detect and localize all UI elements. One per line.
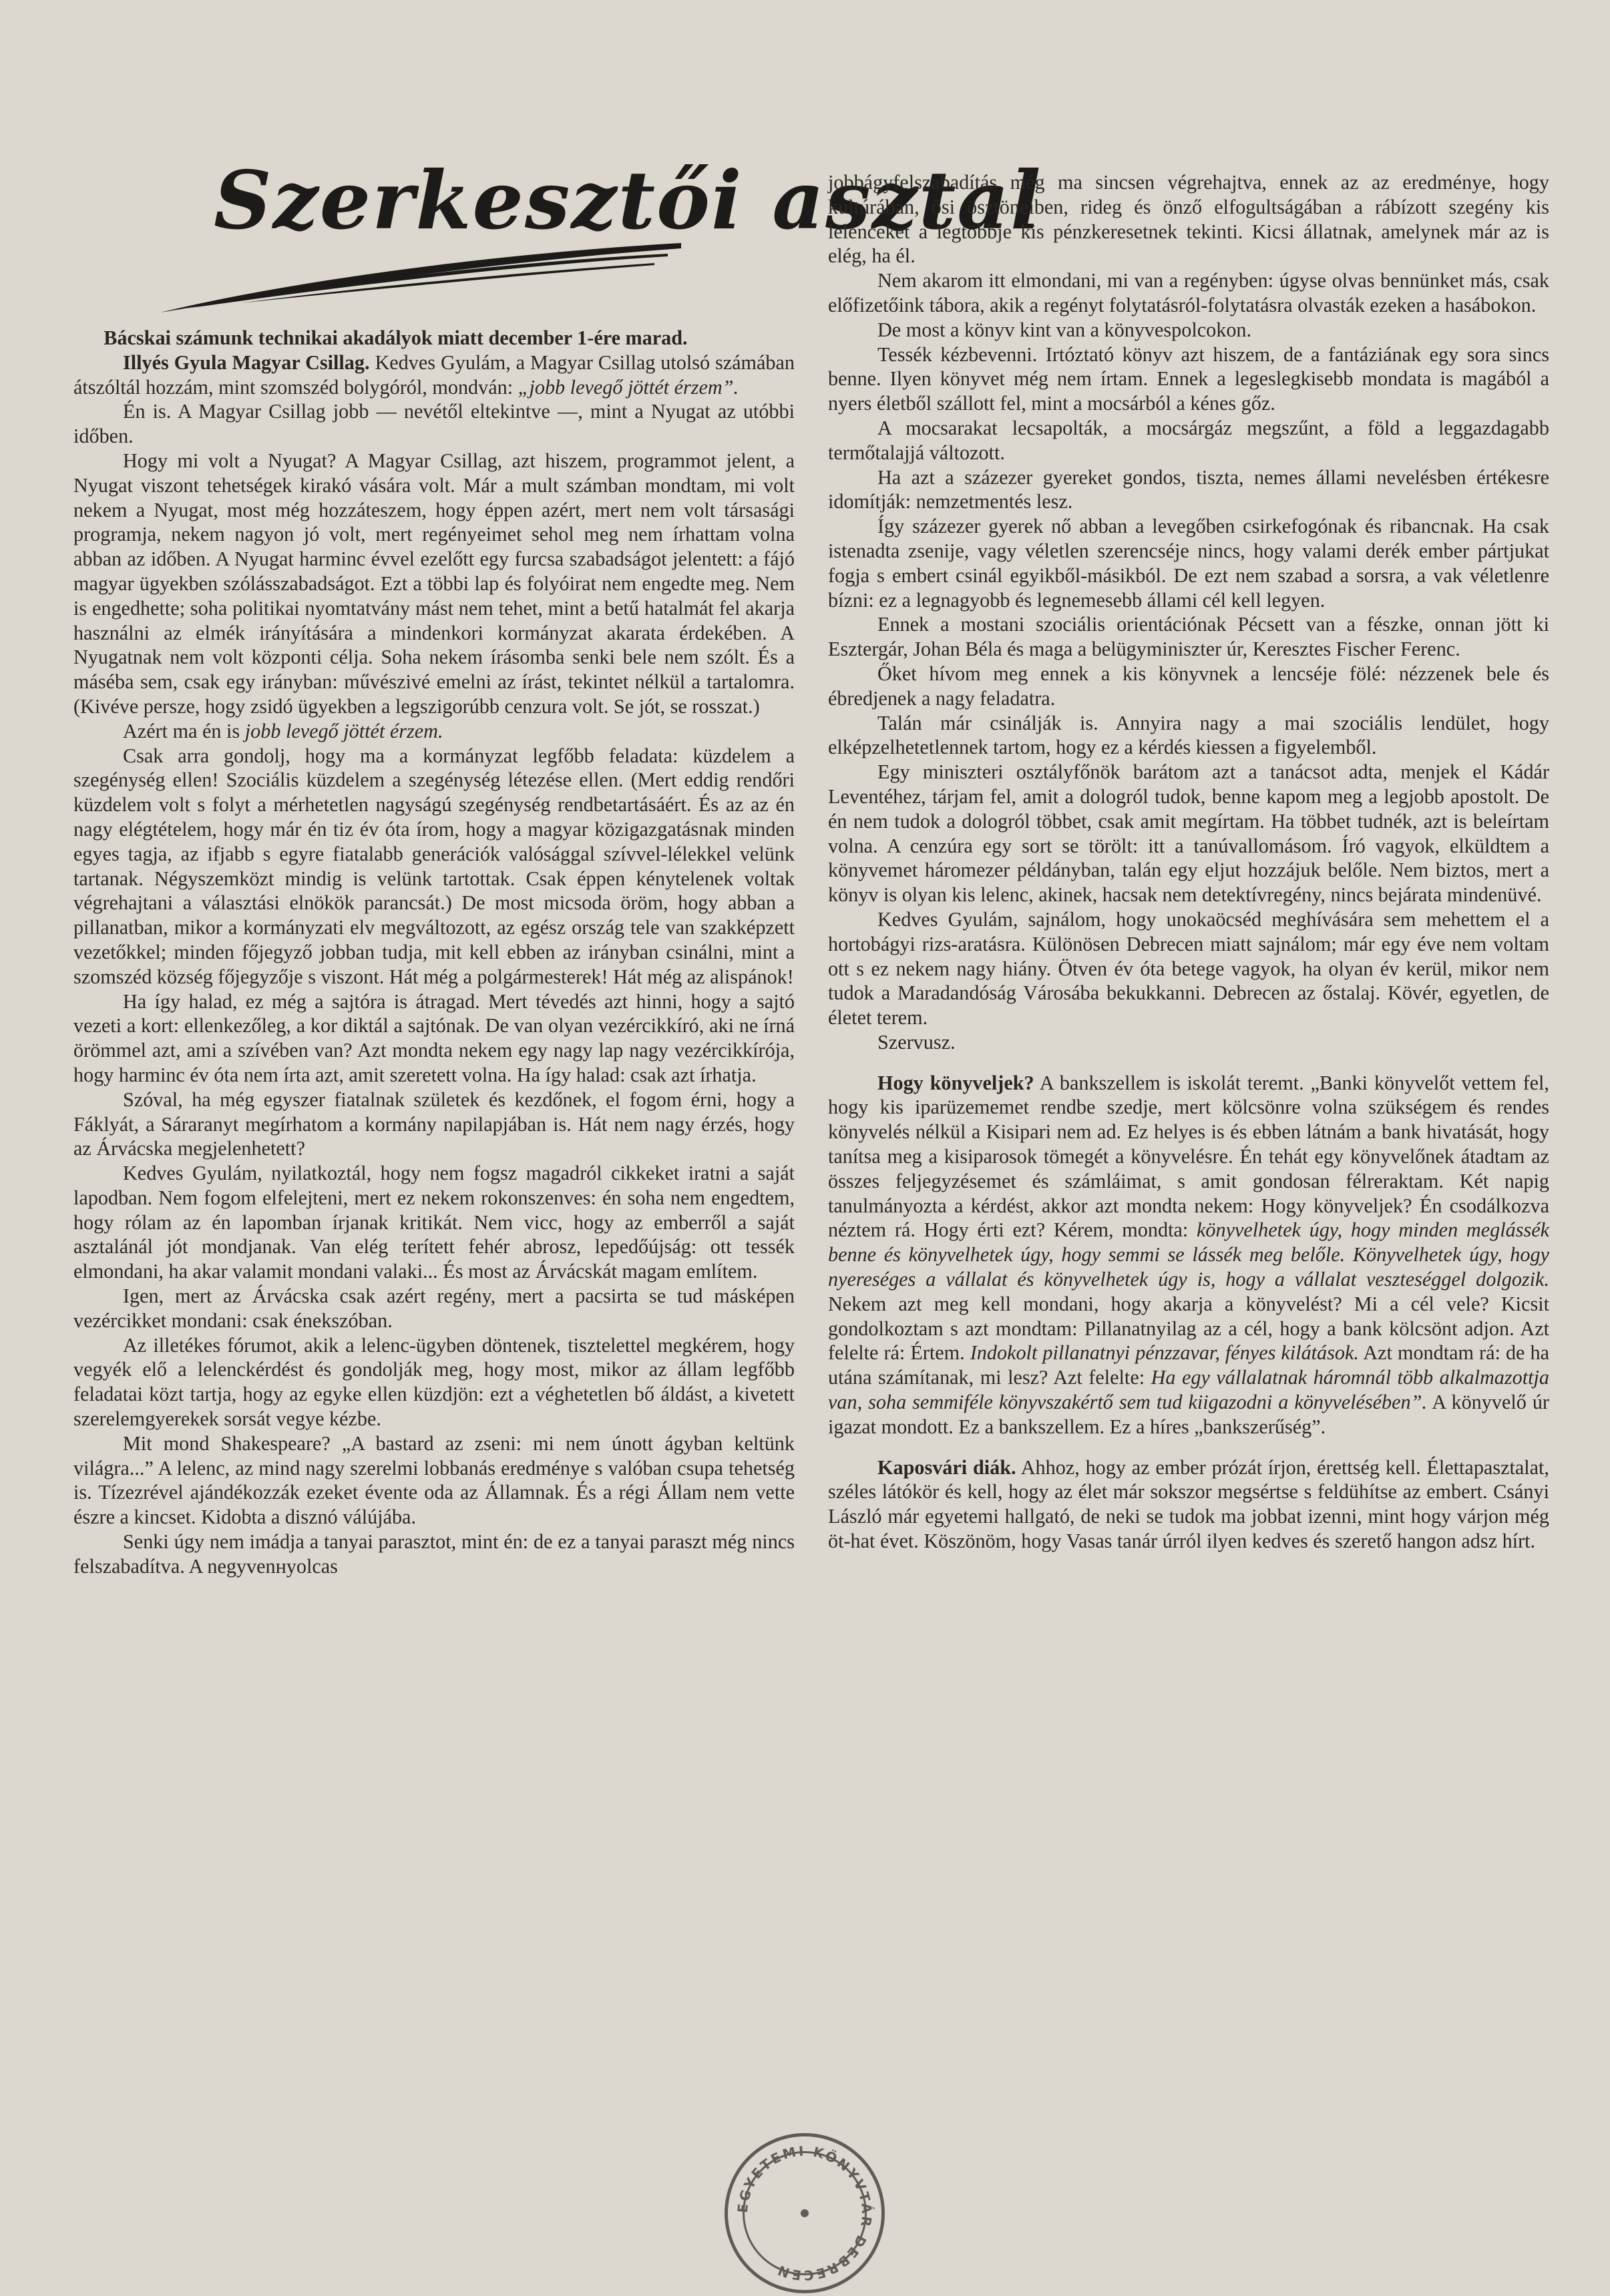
paragraph: Szervusz.	[877, 1030, 956, 1054]
paragraph: Nem akarom itt elmondani, mi van a regényben: úgyse olvas bennünket más, csak előfizetőink tábora, akik a regényt folytatásról-folytatásra olvasták ezeken a hasábokon.	[828, 269, 1549, 316]
masthead-swash	[147, 234, 694, 320]
paragraph: Ha így halad, ez még a sajtóra is átragad. Mert tévedés azt hinni, hogy a sajtó vezeti a kort: ellenkezőleg, a kor diktál a sajtónak. De van olyan vezércikkíró, aki ne írná örömmel azt, ami a szívében van? Azt mondta nekem egy nagy lap nagy vezércikkírója, hogy harminc év óta nem írta azt, amit szeretett volna. Ha így halad: csak azt írhatja.	[73, 989, 795, 1086]
section-kaposvari-diak: Kaposvári diák. Ahhoz, hogy az ember prózát írjon, érettség kell. Élettapasztalat, széles látókör és kell, hogy az élet már sokszor megsértse s feldühítse az embert. Csányi László már egyetemi hallgató, de neki se tudok ma jobbat izenni, mint hogy várjon még öt-hat évet. Köszönöm, hogy Vasas tanár úrról ilyen kedves és szerető hangon adsz hírt.	[828, 1455, 1549, 1553]
paragraph: De most a könyv kint van a könyvespolcokon.	[877, 318, 1252, 341]
paragraph: Illyés Gyula Magyar Csillag. Kedves Gyulám, a Magyar Csillag utolsó számában átszóltál hozzám, mint szomszéd bolygóról, mondván: „jobb levegő jöttét érzem”.	[73, 351, 795, 399]
paragraph: Így százezer gyerek nő abban a levegőben csirkefogónak és ribancnak. Ha csak istenadta zsenije, vagy véletlen szerencséje nincs, hogy valami derék ember pártjukat fogja s embert csinál egyikből-másikból. De ezt nem szabad a sorsra, a vak véletlenre bízni: ez a legnagyobb és legnemesebb állami cél kell legyen.	[828, 515, 1549, 612]
paragraph: Kedves Gyulám, nyilatkoztál, hogy nem fogsz magadról cikkeket iratni a saját lapodban. Nem fogom elfelejteni, mert ez nekem rokonszenves: én soha nem engedtem, hogy rólam az én lapomban írjanak kritikát. Nem vicc, hogy az emberről a saját asztalánál jót mondjanak. Van elég terített fehér abrosz, lepedőújság: ott tessék elmondani, ha akar valamit mondani valaki... És most az Árvácskát magam említem.	[73, 1162, 795, 1283]
section-hogy-konyveljek: Hogy könyveljek? A bankszellem is iskolát teremt. „Banki könyvelőt vettem fel, hogy kis iparüzememet rendbe szedje, mert kölcsönre volna szükségem és rendes könyvelés nélkül a Kisipari nem ad. Ez helyes is és ebben látnám a bank hivatását, hogy tanítsa meg a kisiparosok tömegét a könyvelésre. Én tehát egy könyvelőnek átadtam az összes feljegyzésemet és számláimat, s amit gondosan félreraktam. Két napig tanulmányozta a kérdést, akkor azt mondta nekem: Hogy könyveljek? Én csodálkozva néztem rá. Hogy érti ezt? Kérem, mondta: könyvelhetek úgy, hogy minden meglássék benne és könyvelhetek úgy, hogy semmi se lássék meg belőle. Könyvelhetek úgy, hogy nyereséges a vállalat és könyvelhetek úgy is, hogy a vállalat veszteséggel dolgozik. Nekem azt meg kell mondani, hogy akarja a könyvelést? Mi a cél vele? Kicsit gondolkoztam s azt mondtam: Pillanatnyilag az a cél, hogy a bank kölcsönt adjon. Azt felelte rá: Értem. Indokolt pillanatnyi pénzzavar, fényes kilátások. Azt mondtam rá: de ha utána számítanak, mi lesz? Azt felelte: Ha egy vállalatnak háromnál több alkalmazottja van, soha semmiféle könyvszakértő sem tud kiigazodni a könyvelésében”. A könyvelő úr igazat mondott. Ez a bankszellem. Ez a híres „bankszerűség”.	[828, 1071, 1549, 1438]
paragraph: A mocsarakat lecsapolták, a mocsárgáz megszűnt, a föld a leggazdagabb termőtalajjá változott.	[828, 416, 1549, 464]
paragraph: Hogy mi volt a Nyugat? A Magyar Csillag, azt hiszem, programmot jelent, a Nyugat viszont tehetségek kirakó vására volt. Már a mult számban mondtam, mi volt nekem a Nyugat, most még hozzáteszem, hogy éppen azért, mert nem volt társasági programja, nekem nagyon jó volt, mert regényeimet sehol meg nem írhattam volna abban az időben. A Nyugat harminc évvel ezelőtt egy furcsa szabadságot jelentett: a fájó magyar ügyekben szólásszabadságot. Ezt a többi lap és folyóirat nem engedte meg. Nem is engedhette; soha politikai nyomtatvány mást nem tehet, mint a betű hatalmát fel akarja használni az elmék irányítására a mindenkori kormányzat akarata érdekében. A Nyugatnak nem volt központi célja. Soha nekem írásomba senki bele nem szólt. És a máséba sem, csak egy irányban: művészivé emelni az írást, tekintet nélkül a tartalomra. (Kivéve persze, hogy zsidó ügyekben a legszigorúbb cenzura volt. Se jót, se rosszat.)	[73, 449, 795, 718]
paragraph: Egy miniszteri osztályfőnök barátom azt a tanácsot adta, menjek el Kádár Leventéhez, tárjam fel, amit a dologról tudok, benne kapom meg a legjobb apostolt. De én nem tudok a dologról többet, csak amit megírtam. Ha többet tudnék, azt is beleírtam volna. A cenzúra egy sort se törölt: itt a tanúvallomásom. Író vagyok, elküldtem a könyvemet háromezer példányban, talán egy eljut hozzájuk belőle. Nem biztos, mert a könyv is olyan kis lelenc, akinek, hacsak nem detektívregény, nincs bejárata mindenüvé.	[828, 760, 1549, 907]
paragraph: Ennek a mostani szociális orientációnak Pécsett van a fészke, onnan jött ki Esztergár, Johan Béla és maga a belügyminiszter úr, Keresztes Fischer Ferenc.	[828, 613, 1549, 661]
paragraph: Azért ma én is jobb levegő jöttét érzem.	[123, 719, 443, 742]
paragraph: Ha azt a százezer gyereket gondos, tiszta, nemes állami nevelésben értékesre idomítják: nemzetmentés lesz.	[828, 465, 1549, 513]
paragraph: Őket hívom meg ennek a kis könyvnek a lencséje fölé: nézzenek bele és ébredjenek a nagy feladatra.	[828, 662, 1549, 710]
paragraph: Mit mond Shakespeare? „A bastard az zseni: mi nem únott ágyban keltünk világra...” A lelenc, az mind nagy szerelmi lobbanás eredménye s valóban csupa tehetség is. Tízezrével ajándékozzák ezeket évente oda az Államnak. És a régi Állam nem vette észre a kincset. Kidobta a disznó válújába.	[73, 1431, 795, 1529]
notice-paragraph: Bácskai számunk technikai akadályok miatt december 1-ére marad.	[104, 326, 688, 349]
paragraph: Az illetékes fórumot, akik a lelenc-ügyben döntenek, tisztelettel megkérem, hogy vegyék elő a lelenckérdést és gondolják meg, hogy most, mikor az állam legfőbb feladatai közt tartja, hogy az egyke ellen küzdjön: ezt a véghetetlen bő áldást, a kivetett szerelemgyerekek sorsát vegye kézbe.	[73, 1333, 795, 1431]
paragraph-continued: jobbágyfelszabadítás még ma sincsen végrehajtva, ennek az az eredménye, hogy kultúrában, ősi ösztöneiben, rideg és önző elfogultságában a rábízott szegény kis lelenceket a legtöbbje kis pénzkeresetnek tekinti. Kicsi állatnak, amelynek már az is elég, ha él.	[828, 171, 1549, 268]
paragraph: Csak arra gondolj, hogy ma a kormányzat legfőbb feladata: küzdelem a szegénység ellen! Szociális küzdelem a szegénység létezése ellen. (Mert eddig rendőri küzdelem volt s folyt a mérhetetlen nagyságú szegénység rendbetartásáért. És az az én nagy elégtételem, hogy már én tiz év óta írom, hogy a magyar közigazgatásnak minden egyes tagja, az ifjabb s egyre fiatalabb generációk valósággal szívvel-lélekkel velünk tartanak. Négyszemközt mindig is velünk tartottak. Csak éppen kénytelenek voltak végrehajtani a választási elnökök parancsát.) De most micsoda öröm, hogy abban a pillanatban, mikor a kormányzati elv megváltozott, az egész ország tele van szakképzett vezetőkkel; minden főjegyző jobban tudja, mit kell ebben az irányban csinálni, mint a szomszéd község főjegyzője s viszont. Hát még a polgármesterek! Hát még az alispánok!	[73, 744, 795, 988]
section-title: Szerkesztői asztal	[214, 154, 1042, 248]
paragraph: Szóval, ha még egyszer fiatalnak születek és kezdőnek, el fogom érni, hogy a Fáklyát, a Sáraranyt megírhatom a kormány napilapjában is. Hát nem nagy érzés, hogy az Árvácska megjelenhetett?	[73, 1088, 795, 1160]
library-stamp	[725, 2133, 885, 2293]
paragraph: Senki úgy nem imádja a tanyai parasztot, mint én: de ez a tanyai paraszt még nincs felszabadítva. A negyvenнyolcas	[73, 1530, 795, 1578]
paragraph: Igen, mert az Árvácska csak azért regény, mert a pacsirta se tud másképen vezércikket mondani: csak énekszóban.	[73, 1285, 795, 1332]
paragraph: Talán már csinálják is. Annyira nagy a mai szociális lendület, hogy elképzelhetetlennek tartom, hogy ez a kérdés kiessen a figyelemből.	[828, 711, 1549, 759]
masthead	[147, 134, 1042, 320]
paragraph: Én is. A Magyar Csillag jobb — nevétől eltekintve —, mint a Nyugat az utóbbi időben.	[73, 400, 795, 448]
svg-text:EGYETEMI KÖNYVTÁR DEBRECEN: EGYETEMI KÖNYVTÁR DEBRECEN	[734, 2142, 875, 2284]
paragraph: Tessék kézbevenni. Irtóztató könyv azt hiszem, de a fantáziának egy sora sincs benne. Ilyen könyvet még nem írtam. Ennek a legeslegkisebb mondata is magából a nyers életből szállott fel, mint a mocsárból a kénes gőz.	[828, 342, 1549, 415]
paragraph: Kedves Gyulám, sajnálom, hogy unokaöcséd meghívására sem mehettem el a hortobágyi rizs-aratásra. Különösen Debrecen miatt sajnálom; már egy éve nem voltam ott s ez nekem nagy hiány. Ötven év óta betege vagyok, ha olyan év kerül, mikor nem tudok a Maradandóság Városába bekukkanni. Debrecen az őstalaj. Kövér, egyetlen, de életet terem.	[828, 907, 1549, 1029]
